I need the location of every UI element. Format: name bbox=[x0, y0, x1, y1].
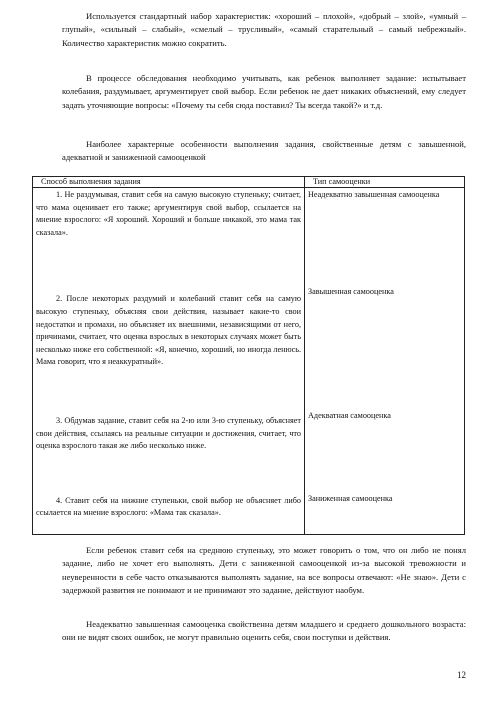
paragraph-middle-step: Если ребенок ставит себя на среднюю ступеньку, это может говорить о том, что он либо не понял задание, либо не хочет его выполнять. Дети с заниженной самооценкой из-за высокой тревожности и неуверенности в себе часто отказываются выполнять задание, на все вопросы отвечают: «Не знаю». Дети с задержкой развития не понимают и не принимают это задание, действуют наобум. bbox=[62, 545, 466, 596]
type-cell bbox=[305, 188, 465, 535]
method-3: 3. Обдумав задание, ставит себя на 2-ю или 3-ю ступеньку, объясняет свои действия, ссылаясь на реальные ситуации и достижения, считает, что оценка взрослого такая же либо несколько ниже. bbox=[36, 415, 301, 451]
method-1: 1. Не раздумывая, ставит себя на самую высокую ступеньку; считает, что мама оценивает его также; аргументируя свой выбор, ссылается на мнение взрослого: «Я хороший. Хороший и больше никакой, это мама так сказала». bbox=[36, 190, 301, 237]
method-2: 2. После некоторых раздумий и колебаний ставит себя на самую высокую ступеньку, объясняя свои действия, называет какие-то свои недостатки и промахи, но объясняет их внешними, независящими от него, причинами, считает, что оценка взрослых в некоторых случаях может быть несколько ниже его собственной: «Я, конечно, хороший, но иногда ленюсь. Мама говорит, что я неаккуратный». bbox=[36, 294, 301, 367]
table-row bbox=[33, 188, 465, 535]
method-cell bbox=[33, 188, 305, 535]
type-4: Заниженная самооценка bbox=[308, 493, 393, 503]
type-2: Завышенная самооценка bbox=[308, 286, 394, 296]
paragraph-characteristics: Используется стандартный набор характеристик: «хороший – плохой», «добрый – злой», «умный – глупый», «сильный – слабый», «смелый – трусливый», «самый старательный – самый небрежный». Количество характеристик можно сократить. bbox=[62, 11, 466, 48]
type-1: Неадекватно завышенная самооценка bbox=[308, 190, 440, 199]
self-esteem-table bbox=[32, 176, 465, 535]
table-header-row bbox=[33, 177, 465, 188]
method-4: 4. Ставит себя на нижние ступеньки, свой выбор не объясняет либо ссылается на мнение взрослого: «Мама так сказала». bbox=[36, 495, 301, 518]
header-method: Способ выполнения задания bbox=[33, 177, 305, 188]
paragraph-procedure: В процессе обследования необходимо учитывать, как ребенок выполняет задание: испытывает колебания, раздумывает, аргументирует свой выбор. Если ребенок не дает никаких объяснений, ему следует задать уточняющие вопросы: «Почему ты себя сюда поставил? Ты всегда такой?» и т.д. bbox=[62, 73, 466, 110]
page-number: 12 bbox=[457, 670, 466, 680]
type-3: Адекватная самооценка bbox=[308, 411, 391, 421]
paragraph-inflated-esteem: Неадекватно завышенная самооценка свойственна детям младшего и среднего дошкольного возраста: они не видят своих ошибок, не могут правильно оценить себя, свои поступки и действия. bbox=[62, 619, 466, 643]
paragraph-table-intro: Наиболее характерные особенности выполнения задания, свойственные детям с завышенной, адекватной и заниженной самооценкой bbox=[62, 139, 466, 163]
header-type: Тип самооценки bbox=[305, 177, 465, 188]
